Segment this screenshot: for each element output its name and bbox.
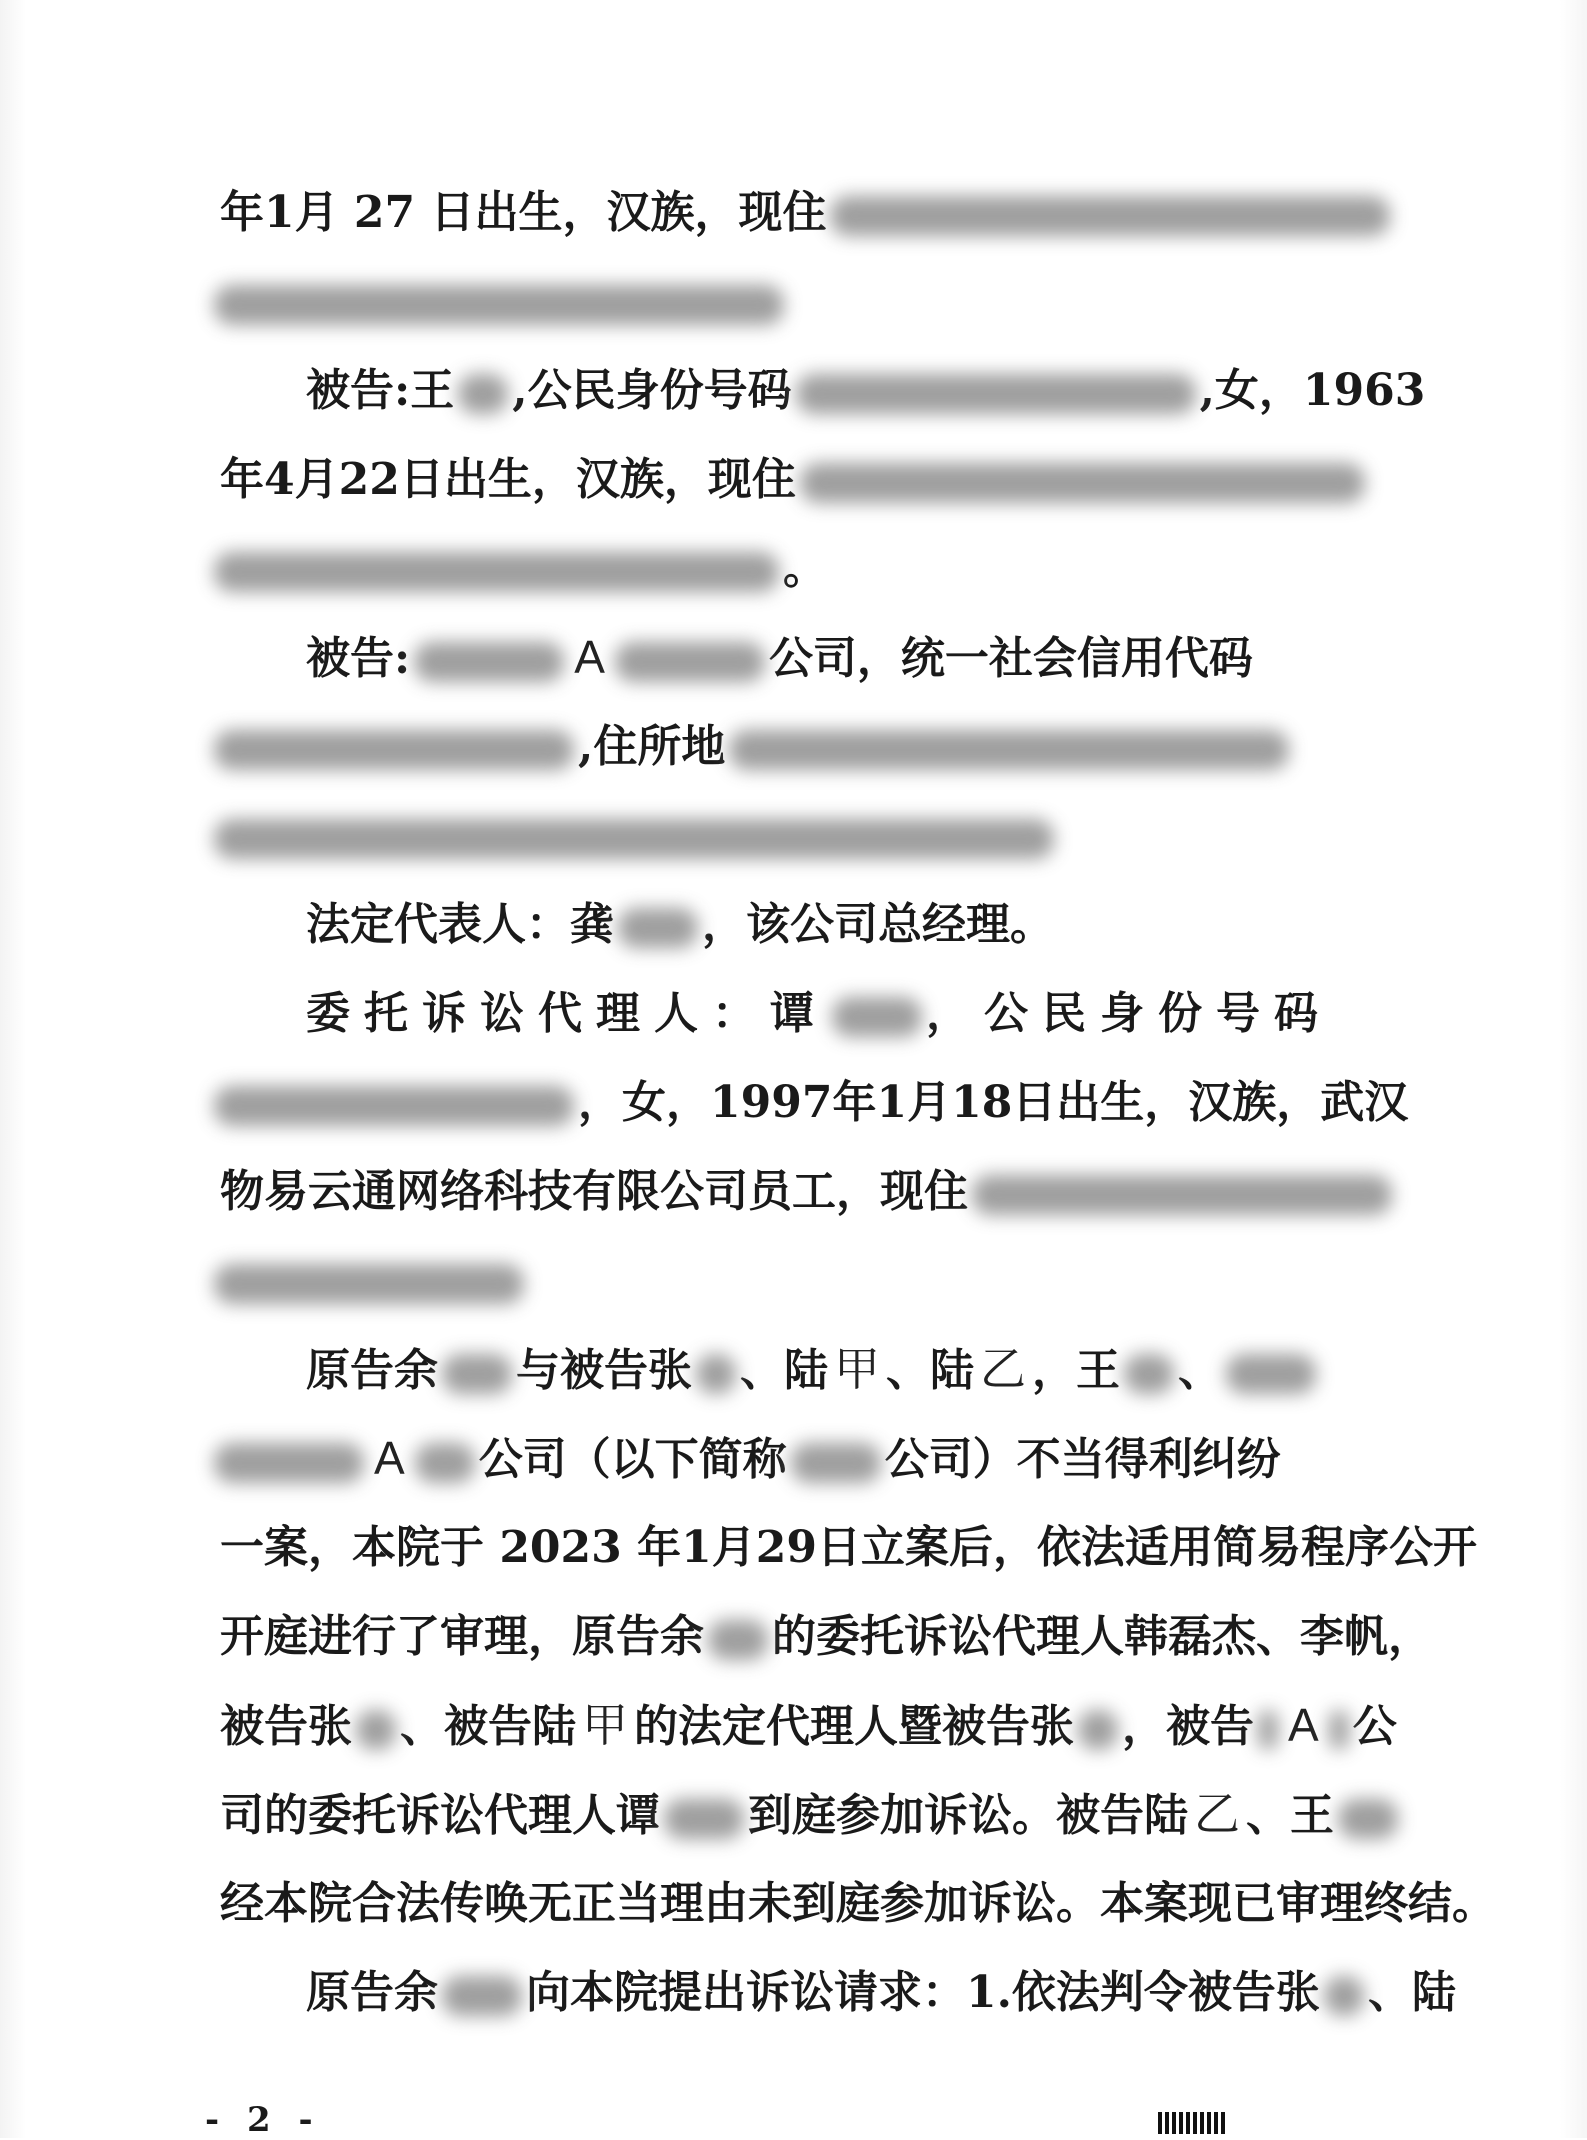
placeholder-letter: A bbox=[374, 1432, 405, 1484]
redacted-block bbox=[442, 1354, 512, 1394]
placeholder-letter: 乙 bbox=[980, 1343, 1026, 1395]
text-line bbox=[220, 1058, 1409, 1147]
redacted-block bbox=[214, 285, 784, 325]
redacted-block bbox=[1338, 1799, 1398, 1839]
redacted-block bbox=[214, 1264, 524, 1304]
text-segment: 经本院合法传唤无正当理由未到庭参加诉讼。本案现已审理终结。 bbox=[220, 1878, 1496, 1929]
text-segment: 、陆 bbox=[740, 1345, 828, 1396]
redacted-block bbox=[972, 1175, 1392, 1215]
text-segment: 公司，统一社会信用代码 bbox=[768, 633, 1253, 684]
text-segment: 与被告张 bbox=[516, 1345, 692, 1396]
placeholder-letter: 乙 bbox=[1194, 1788, 1240, 1840]
text-line bbox=[220, 1325, 1370, 1414]
redacted-block bbox=[214, 1443, 364, 1483]
placeholder-letter: A bbox=[574, 631, 605, 683]
text-line bbox=[220, 168, 1370, 257]
redacted-block bbox=[1329, 1710, 1349, 1750]
text-segment: 、 bbox=[1178, 1345, 1222, 1396]
redacted-block bbox=[832, 997, 922, 1037]
text-segment: ，公民身份号码 bbox=[926, 988, 1332, 1039]
text-segment: 的法定代理人暨被告张 bbox=[634, 1701, 1074, 1752]
redacted-block bbox=[696, 1354, 736, 1394]
text-line bbox=[220, 880, 1370, 969]
qr-code-icon bbox=[1158, 2112, 1228, 2134]
redacted-block bbox=[356, 1710, 396, 1750]
redacted-block bbox=[1124, 1354, 1174, 1394]
text-segment: ，被告 bbox=[1122, 1701, 1254, 1752]
text-segment: 一案，本院于 2023 年1月29日立案后，依法适用简易程序公开 bbox=[220, 1522, 1477, 1573]
text-line bbox=[220, 1414, 1370, 1503]
text-segment: 年1月 27 日出生，汉族，现住 bbox=[220, 187, 827, 238]
redacted-block bbox=[458, 374, 508, 414]
text-line bbox=[220, 1859, 1496, 1948]
text-line bbox=[220, 1592, 1432, 1681]
text-segment: 开庭进行了审理，原告余 bbox=[220, 1611, 704, 1662]
text-line bbox=[220, 1770, 1370, 1859]
text-segment: 到庭参加诉讼。被告陆 bbox=[748, 1790, 1188, 1841]
text-line bbox=[220, 791, 1370, 880]
text-segment: ，王 bbox=[1032, 1345, 1120, 1396]
text-segment: 公司）不当得利纠纷 bbox=[884, 1434, 1281, 1485]
redacted-block bbox=[1258, 1710, 1278, 1750]
text-segment: 公司（以下简称 bbox=[478, 1434, 787, 1485]
text-segment: ，该公司总经理。 bbox=[702, 899, 1054, 950]
text-segment: 公 bbox=[1352, 1701, 1397, 1752]
redacted-block bbox=[1324, 1976, 1364, 2016]
text-line bbox=[220, 702, 1370, 791]
text-segment: 、陆 bbox=[1367, 1967, 1456, 2018]
text-segment: 物易云通网络科技有限公司员工，现住 bbox=[220, 1166, 968, 1217]
text-line bbox=[220, 613, 1370, 702]
redacted-block bbox=[729, 730, 1289, 770]
redacted-block bbox=[708, 1620, 768, 1660]
redacted-block bbox=[796, 374, 1196, 414]
text-segment: 向本院提出诉讼请求：1.依法判令被告张 bbox=[526, 1967, 1320, 2018]
redacted-block bbox=[664, 1799, 744, 1839]
redacted-block bbox=[442, 1976, 522, 2016]
text-segment: 年4月22日出生，汉族，现住 bbox=[220, 454, 796, 505]
text-segment: 的委托诉讼代理人韩磊杰、李帆， bbox=[772, 1611, 1432, 1662]
placeholder-letter: A bbox=[1288, 1699, 1319, 1751]
text-line bbox=[220, 524, 1370, 613]
redacted-block bbox=[414, 642, 564, 682]
text-segment: 、王 bbox=[1246, 1790, 1334, 1841]
redacted-block bbox=[415, 1443, 475, 1483]
text-segment: 被告张 bbox=[220, 1701, 352, 1752]
text-line bbox=[220, 257, 1370, 346]
text-segment: 法定代表人：龚 bbox=[306, 899, 614, 950]
redacted-block bbox=[615, 642, 765, 682]
placeholder-letter: 甲 bbox=[582, 1699, 628, 1751]
text-segment: 原告余 bbox=[306, 1967, 438, 2018]
text-line bbox=[220, 1681, 1397, 1770]
redacted-block bbox=[618, 908, 698, 948]
redacted-block bbox=[800, 463, 1365, 503]
text-line bbox=[220, 1948, 1456, 2037]
text-segment: 被告: bbox=[306, 633, 411, 684]
text-segment: 司的委托诉讼代理人谭 bbox=[220, 1790, 660, 1841]
text-segment: 、陆 bbox=[886, 1345, 974, 1396]
text-line bbox=[220, 1147, 1370, 1236]
redacted-block bbox=[214, 819, 1054, 859]
text-segment: ，女，1997年1月18日出生，汉族，武汉 bbox=[578, 1077, 1409, 1128]
text-line bbox=[220, 969, 1370, 1058]
document-body bbox=[220, 168, 1496, 2037]
placeholder-letter: 甲 bbox=[834, 1343, 880, 1395]
text-segment: 、被告陆 bbox=[400, 1701, 576, 1752]
redacted-block bbox=[1226, 1354, 1316, 1394]
text-segment: ,女，1963 bbox=[1199, 365, 1426, 416]
text-segment: 原告余 bbox=[306, 1345, 438, 1396]
redacted-block bbox=[791, 1443, 881, 1483]
redacted-block bbox=[1078, 1710, 1118, 1750]
page-number: - 2 - bbox=[205, 2100, 321, 2140]
text-segment: 被告:王 bbox=[306, 365, 455, 416]
text-line bbox=[220, 1503, 1477, 1592]
text-line bbox=[220, 346, 1426, 435]
redacted-block bbox=[830, 196, 1390, 236]
text-segment: 。 bbox=[783, 543, 827, 594]
redacted-block bbox=[214, 1086, 574, 1126]
redacted-block bbox=[214, 552, 779, 592]
text-segment: 委托诉讼代理人：谭 bbox=[306, 988, 828, 1039]
text-segment: ,住所地 bbox=[578, 721, 726, 772]
text-line bbox=[220, 435, 1370, 524]
redacted-block bbox=[214, 730, 574, 770]
text-line bbox=[220, 1236, 1370, 1325]
text-segment: ,公民身份号码 bbox=[512, 365, 792, 416]
